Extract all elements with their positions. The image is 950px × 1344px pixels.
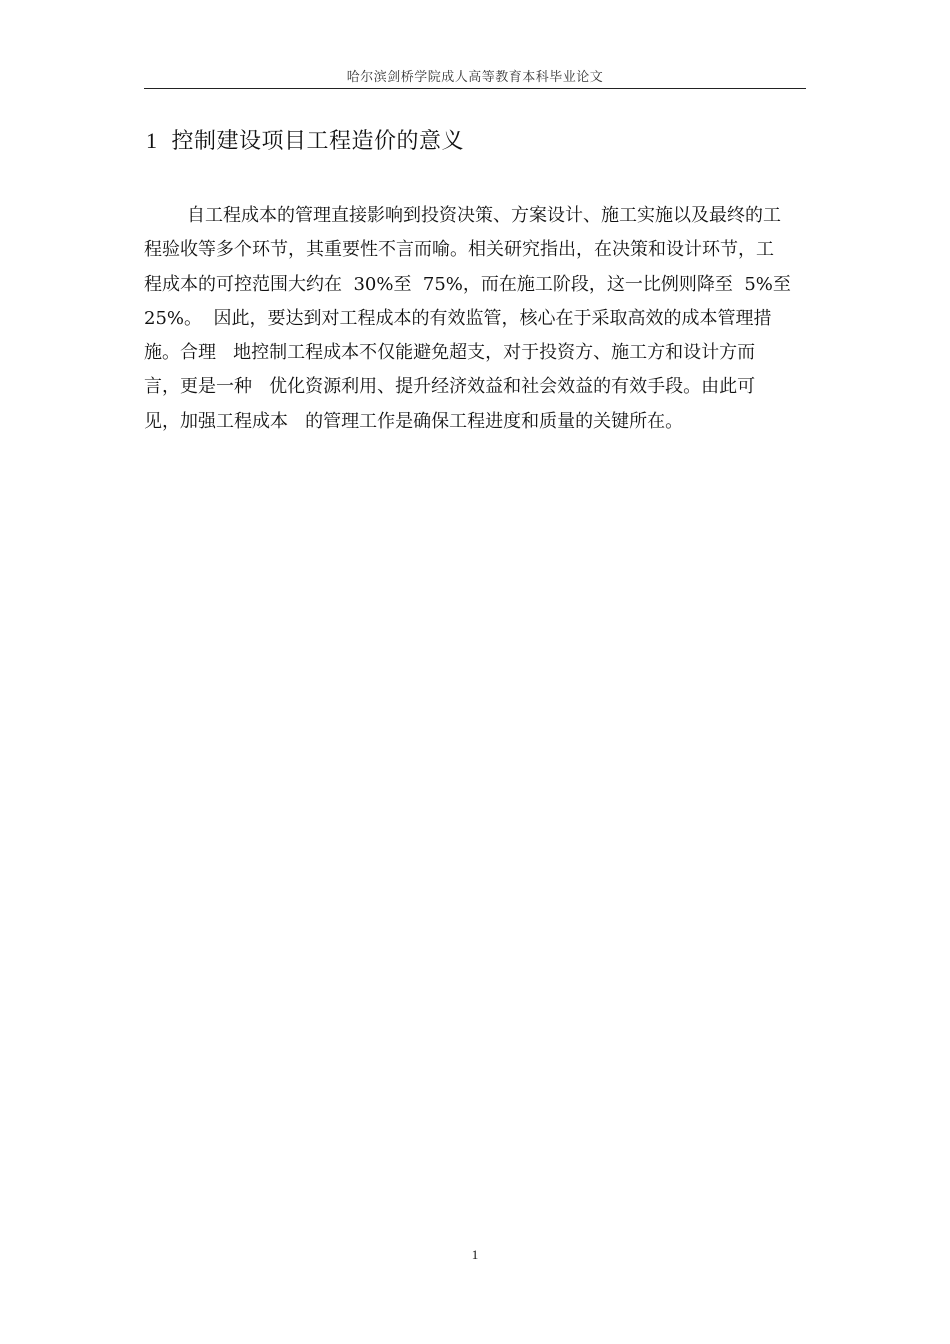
- section-heading: [146, 124, 808, 155]
- section-title: 控制建设项目工程造价的意义: [171, 129, 465, 154]
- paragraph-line: 程成本的可控范围大约在 30%至 75%，而在施工阶段，这一比例则降至 5%至: [144, 273, 791, 295]
- paragraph-line: 程验收等多个环节，其重要性不言而喻。相关研究指出，在决策和设计环节，工: [144, 239, 774, 261]
- paragraph-line: 言，更是一种 优化资源利用、提升经济效益和社会效益的有效手段。由此可: [144, 376, 756, 398]
- running-header: 哈尔滨剑桥学院成人高等教育本科毕业论文: [346, 70, 604, 85]
- body-paragraph: [144, 199, 824, 439]
- paragraph-line: 施。合理 地控制工程成本不仅能避免超支，对于投资方、施工方和设计方而: [144, 342, 756, 364]
- paragraph-line: 自工程成本的管理直接影响到投资决策、方案设计、施工实施以及最终的工: [187, 205, 781, 226]
- section-number: 1: [146, 128, 158, 153]
- header-rule: [144, 88, 806, 89]
- paragraph-line: 见，加强工程成本 的管理工作是确保工程进度和质量的关键所在。: [144, 410, 684, 432]
- page-number: 1: [471, 1247, 479, 1262]
- paragraph-line: 25%。 因此，要达到对工程成本的有效监管，核心在于采取高效的成本管理措: [144, 307, 772, 329]
